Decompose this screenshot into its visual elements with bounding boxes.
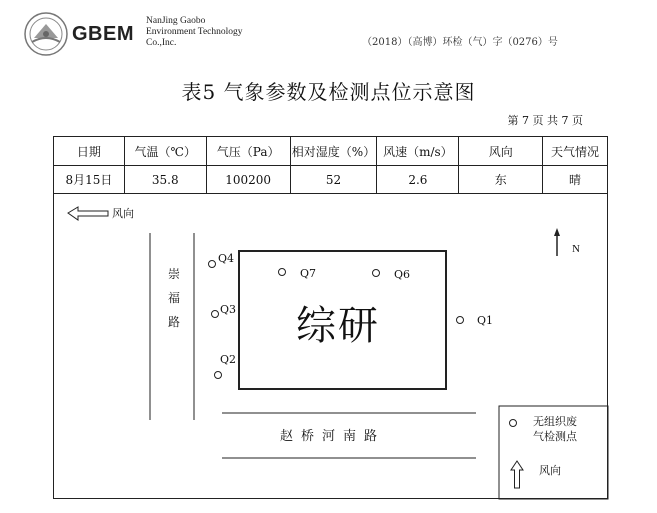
company-line-3: Co.,Inc. <box>146 38 177 48</box>
road-name-horizontal: 赵桥河南路 <box>280 429 386 444</box>
wind-label: 风向 <box>112 207 134 220</box>
point-label-q1: Q1 <box>477 314 494 327</box>
page-title: 表5 气象参数及检测点位示意图 <box>181 80 476 104</box>
legend-point-icon <box>510 420 517 427</box>
point-label-q6: Q6 <box>394 268 411 281</box>
sampling-point-q6 <box>373 270 380 277</box>
header-weather: 天气情况 <box>543 137 608 166</box>
north-arrow-icon <box>554 228 560 256</box>
point-label-q4: Q4 <box>218 252 235 265</box>
site-name: 综研 <box>296 303 380 349</box>
legend-point-line-2: 气检测点 <box>533 430 577 443</box>
legend-wind-arrow-icon <box>511 461 523 488</box>
point-label-q7: Q7 <box>300 267 317 280</box>
north-label: N <box>572 243 580 255</box>
cell-pressure: 100200 <box>206 166 290 194</box>
legend-point-text <box>533 414 577 444</box>
header-pressure: 气压（Pa） <box>206 137 290 166</box>
sampling-point-q2 <box>215 372 222 379</box>
wind-direction-arrow-icon <box>68 207 108 220</box>
point-label-q2: Q2 <box>220 353 237 366</box>
sampling-point-q7 <box>279 269 286 276</box>
point-label-q3: Q3 <box>220 303 237 316</box>
header-wind-direction: 风向 <box>459 137 543 166</box>
company-line-2: Environment Technology <box>146 27 243 37</box>
cell-wind-speed: 2.6 <box>377 166 459 194</box>
header-date: 日期 <box>54 137 125 166</box>
cell-date: 8月15日 <box>54 166 125 194</box>
header-humidity: 相对湿度（%） <box>290 137 377 166</box>
document-number: （2018）（高博）环检（气）字（0276）号 <box>362 37 558 48</box>
cell-humidity: 52 <box>290 166 377 194</box>
cell-temperature: 35.8 <box>124 166 206 194</box>
page-number: 第 7 页 共 7 页 <box>507 114 583 127</box>
logo-text: GBEM <box>72 23 134 45</box>
sampling-point-q1 <box>457 317 464 324</box>
company-line-1: NanJing Gaobo <box>146 16 206 26</box>
legend-wind-text: 风向 <box>539 464 561 477</box>
sampling-point-q4 <box>209 261 216 268</box>
cell-weather: 晴 <box>543 166 608 194</box>
legend-point-line-1: 无组织废 <box>533 415 577 428</box>
header-temperature: 气温（℃） <box>124 137 206 166</box>
cell-wind-direction: 东 <box>459 166 543 194</box>
road-name-vertical: 崇 福 路 <box>167 267 180 329</box>
sampling-point-q3 <box>212 311 219 318</box>
header-wind-speed: 风速（m/s） <box>377 137 459 166</box>
